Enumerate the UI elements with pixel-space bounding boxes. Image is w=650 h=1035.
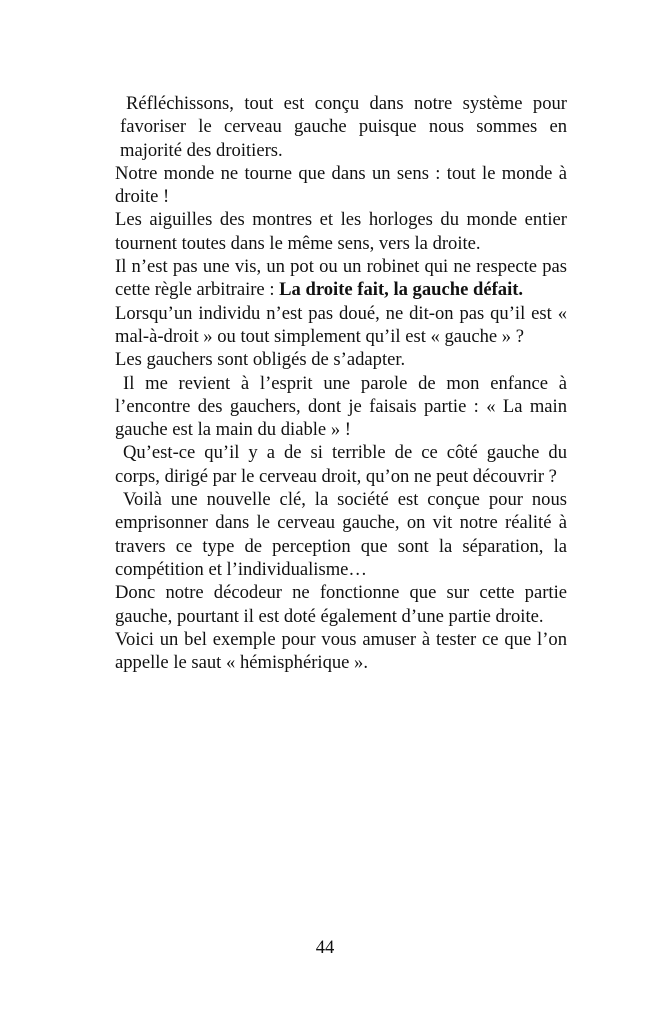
paragraph-4 (115, 255, 567, 302)
paragraph-10: Donc notre décodeur ne fonctionne que sur cette partie gauche, pourtant il est doté également d’une partie droite. (115, 582, 567, 627)
paragraph-5: Lorsqu’un individu n’est pas doué, ne dit-on pas qu’il est « mal-à-droit » ou tout simplement qu’il est « gauche » ? (115, 302, 567, 347)
paragraph-6: Les gauchers sont obligés de s’adapter. (115, 349, 406, 371)
paragraph-2: Notre monde ne tourne que dans un sens : tout le monde à droite ! (115, 162, 567, 208)
paragraph-1: Réfléchissons, tout est conçu dans notre système pour favoriser le cerveau gauche puisque nous sommes en majorité des droitiers. (120, 93, 567, 161)
paragraph-4-bold-text: La droite fait, la gauche défait. (279, 279, 524, 301)
paragraph-11: Voici un bel exemple pour vous amuser à tester ce que l’on appelle le saut « hémisphérique ». (115, 628, 567, 674)
paragraph-4-text: Il n’est pas une vis, un pot ou un robinet qui ne respecte pas cette règle arbitraire : (115, 256, 567, 301)
paragraph-9: Voilà une nouvelle clé, la société est conçue pour nous emprisonner dans le cerveau gauche, on vit notre réalité à travers ce type de perception que sont la séparation, la compétition et l’individualisme… (115, 489, 567, 580)
paragraph-8: Qu’est-ce qu’il y a de si terrible de ce côté gauche du corps, dirigé par le cerveau droit, qu’on ne peut découvrir ? (115, 442, 567, 487)
paragraph-3: Les aiguilles des montres et les horloges du monde entier tournent toutes dans le même sens, vers la droite. (115, 209, 567, 254)
page-body (115, 92, 567, 674)
paragraph-7: Il me revient à l’esprit une parole de mon enfance à l’encontre des gauchers, dont je faisais partie : « La main gauche est la main du diable » ! (115, 372, 567, 441)
page-number: 44 (315, 937, 335, 958)
